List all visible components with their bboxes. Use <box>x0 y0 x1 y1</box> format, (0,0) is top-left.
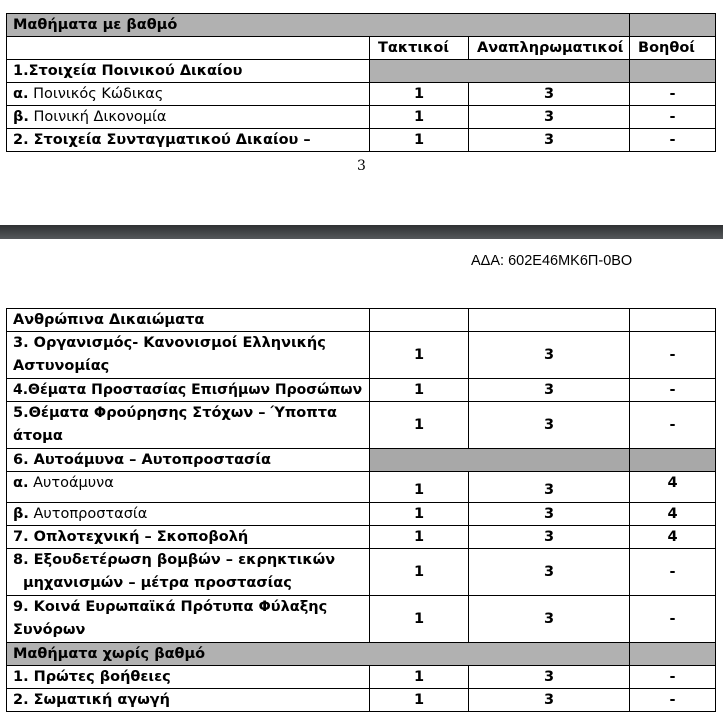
col-taktikoi: Τακτικοί <box>370 37 469 60</box>
table-row: α. Ποινικός Κώδικας 1 3 - <box>7 83 716 106</box>
col-anaplirom: Αναπληρωματικοί <box>469 37 630 60</box>
table-row: 1. Πρώτες βοήθειες 1 3 - <box>7 666 716 689</box>
table-row: 8. Εξουδετέρωση βομβών – εκρηκτικών μηχανισμών – μέτρα προστασίας 1 3 - <box>7 549 716 596</box>
continuation-row: Ανθρώπινα Δικαιώματα <box>7 309 716 332</box>
table-row: β. Ποινική Δικονομία 1 3 - <box>7 106 716 129</box>
section-header-ungraded: Μαθήματα χωρίς βαθμό <box>7 643 716 666</box>
group-row <box>7 60 716 83</box>
ada-code: ΑΔΑ: 602Ε46ΜΚ6Π-0ΒΟ <box>471 253 633 269</box>
table-row: 5.Θέματα Φρούρησης Στόχων – Ύποπτα άτομα 1 3 - <box>7 402 716 449</box>
table-row: 3. Οργανισμός- Κανονισμοί Ελληνικής Αστυνομίας 1 3 - <box>7 332 716 379</box>
table-row: β. Αυτοπροστασία 1 3 4 <box>7 503 716 526</box>
bottom-courses-table <box>6 308 716 712</box>
group-row: 6. Αυτοάμυνα – Αυτοπροστασία <box>7 449 716 472</box>
table-row: α. Αυτοάμυνα 1 3 4 <box>7 472 716 503</box>
table-row: 9. Κοινά Ευρωπαϊκά Πρότυπα Φύλαξης Συνόρων 1 3 - <box>7 596 716 643</box>
column-header-row <box>7 37 716 60</box>
table-row: 2. Στοιχεία Συνταγματικού Δικαίου – 1 3 - <box>7 129 716 152</box>
col-voithoi: Βοηθοί <box>630 37 716 60</box>
top-courses-table <box>6 13 716 152</box>
table-row: 7. Οπλοτεχνική – Σκοποβολή 1 3 4 <box>7 526 716 549</box>
section-header-graded <box>7 14 716 37</box>
section-title: Μαθήματα με βαθμό <box>7 14 630 37</box>
page-separator <box>0 225 723 239</box>
page-number: 3 <box>357 158 366 174</box>
table-row: 4.Θέματα Προστασίας Επισήμων Προσώπων 1 3 - <box>7 379 716 402</box>
table-row: 2. Σωματική αγωγή 1 3 - <box>7 689 716 712</box>
group-label: 1.Στοιχεία Ποινικού Δικαίου <box>7 60 370 83</box>
